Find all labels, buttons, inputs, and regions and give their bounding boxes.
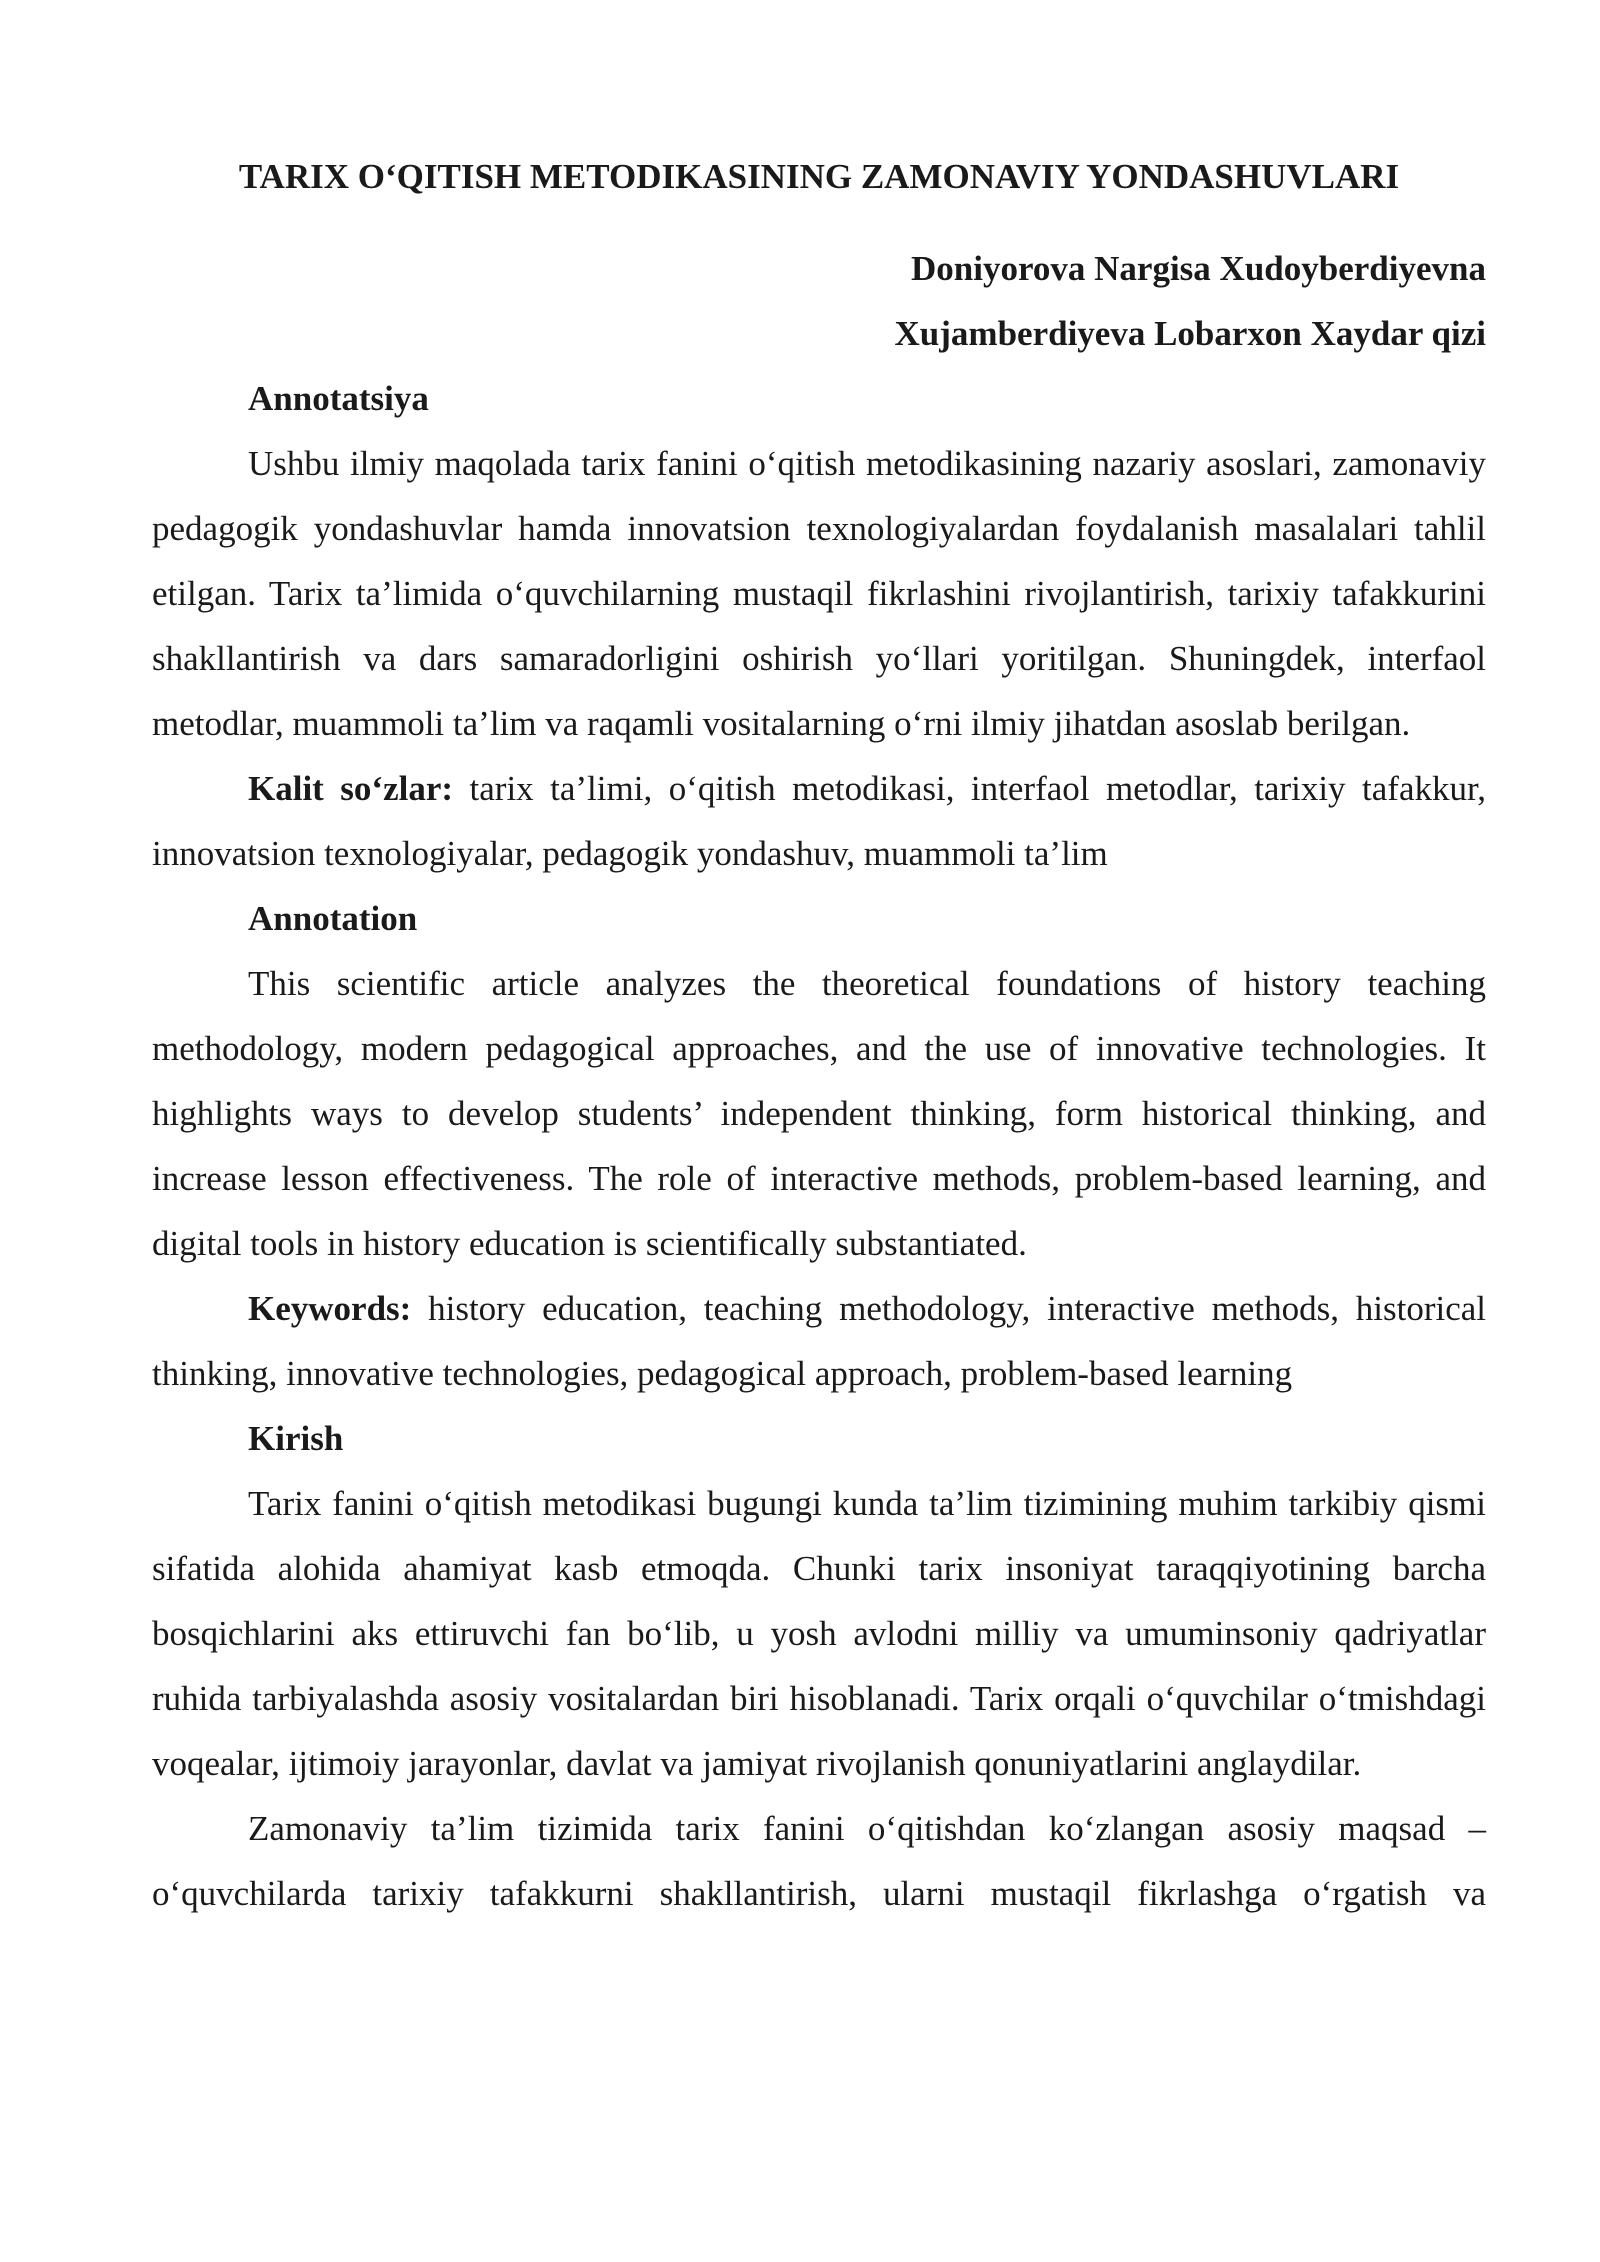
document-page [152, 150, 1486, 1926]
section-heading-annotatsiya: Annotatsiya [248, 379, 429, 418]
body-paragraph: Zamonaviy ta’lim tizimida tarix fanini o‘qitishdan ko‘zlangan asosiy maqsad – o‘quvchilarda tarixiy tafakkurni shakllantirish, ularni mustaqil fikrlashga o‘rgatish va [152, 1809, 1486, 1913]
keywords-en-text: history education, teaching methodology, interactive methods, historical thinking, innovative technologies, pedagogical approach, problem-based learning [152, 1289, 1486, 1393]
section-heading-kirish: Kirish [248, 1419, 344, 1458]
keywords-en-label: Keywords: [248, 1289, 412, 1328]
abstract-uz-paragraph: Ushbu ilmiy maqolada tarix fanini o‘qitish metodikasining nazariy asoslari, zamonaviy pedagogik yondashuvlar hamda innovatsion texnologiyalardan foydalanish masalalari tahlil etilgan. Tarix ta’limida o‘quvchilarning mustaqil fikrlashini rivojlantirish, tarixiy tafakkurini shakllantirish va dars samaradorligini oshirish yo‘llari yoritilgan. Shuningdek, interfaol metodlar, muammoli ta’lim va raqamli vositalarning o‘rni ilmiy jihatdan asoslab berilgan. [152, 444, 1486, 743]
keywords-uz-text: tarix ta’limi, o‘qitish metodikasi, interfaol metodlar, tarixiy tafakkur, innovatsion texnologiyalar, pedagogik yondashuv, muammoli ta’lim [152, 769, 1486, 873]
author-name: Xujamberdiyeva Lobarxon Xaydar qizi [894, 314, 1486, 353]
keywords-uz-paragraph [152, 756, 1486, 886]
keywords-uz-label: Kalit so‘zlar: [248, 769, 454, 808]
article-title: TARIX O‘QITISH METODIKASINING ZAMONAVIY YONDASHUVLARI [238, 157, 1400, 196]
body-paragraph: Tarix fanini o‘qitish metodikasi bugungi kunda ta’lim tizimining muhim tarkibiy qismi sifatida alohida ahamiyat kasb etmoqda. Chunki tarix insoniyat taraqqiyotining barcha bosqichlarini aks ettiruvchi fan bo‘lib, u yosh avlodni milliy va umuminsoniy qadriyatlar ruhida tarbiyalashda asosiy vositalardan biri hisoblanadi. Tarix orqali o‘quvchilar o‘tmishdagi voqealar, ijtimoiy jarayonlar, davlat va jamiyat rivojlanish qonuniyatlarini anglaydilar. [152, 1484, 1486, 1783]
section-heading-annotation: Annotation [248, 899, 418, 938]
author-list [152, 236, 1486, 366]
keywords-en-paragraph [152, 1276, 1486, 1406]
author-name: Doniyorova Nargisa Xudoyberdiyevna [911, 249, 1486, 288]
abstract-en-paragraph: This scientific article analyzes the theoretical foundations of history teaching methodology, modern pedagogical approaches, and the use of innovative technologies. It highlights ways to develop students’ independent thinking, form historical thinking, and increase lesson effectiveness. The role of interactive methods, problem-based learning, and digital tools in history education is scientifically substantiated. [152, 964, 1486, 1263]
